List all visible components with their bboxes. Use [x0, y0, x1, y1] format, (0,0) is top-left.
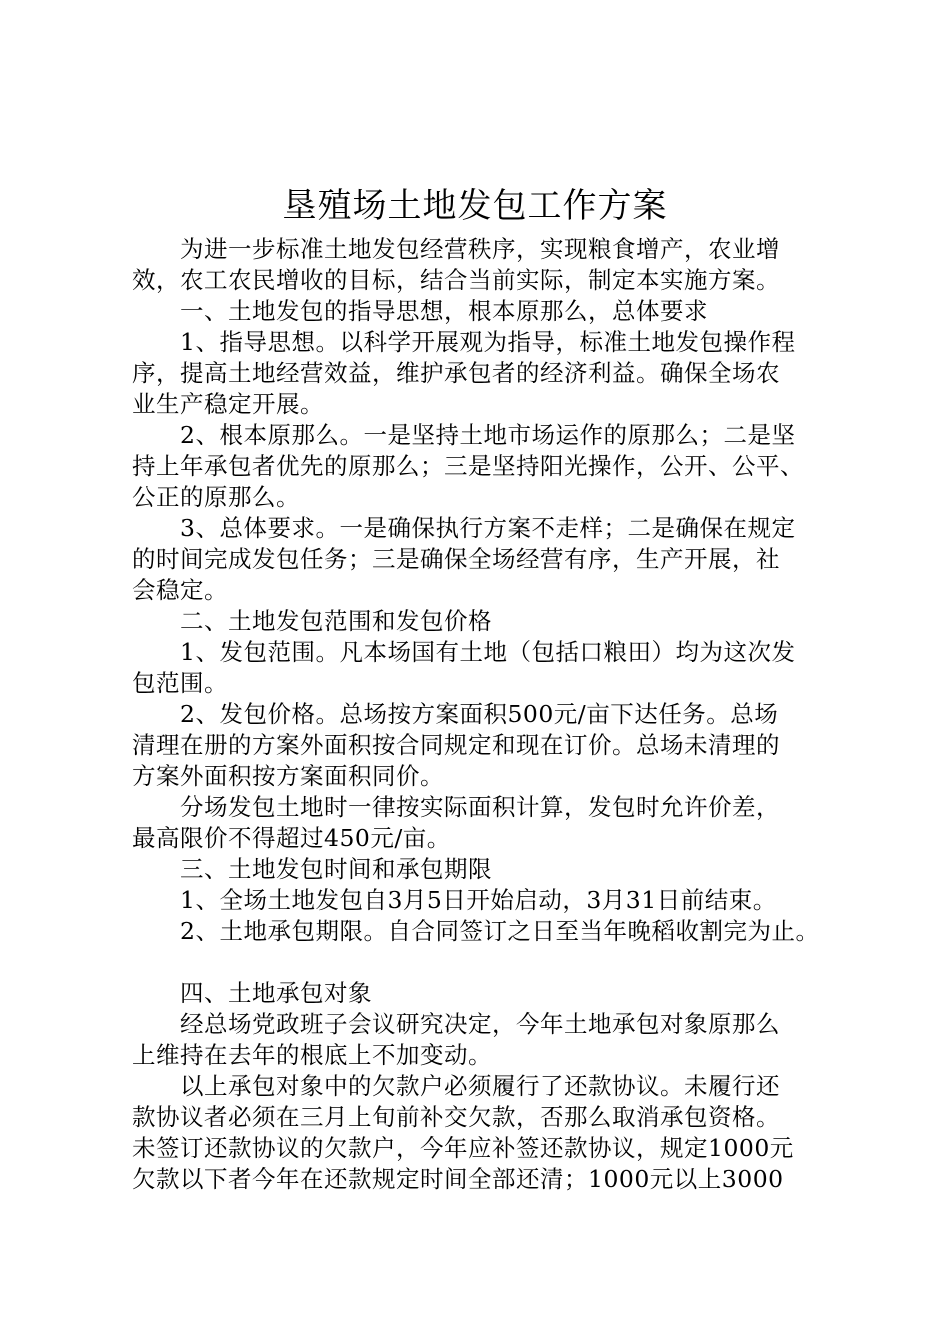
paragraph-line: 二、土地发包范围和发包价格 [180, 607, 492, 635]
paragraph-line: 1、发包范围。凡本场国有土地（包括口粮田）均为这次发 [180, 638, 796, 666]
paragraph-line: 2、根本原那么。一是坚持土地市场运作的原那么；二是坚 [180, 421, 796, 449]
paragraph-line: 为进一步标准土地发包经营秩序，实现粮食增产，农业增 [180, 235, 780, 263]
paragraph-line: 经总场党政班子会议研究决定，今年土地承包对象原那么 [180, 1010, 780, 1038]
paragraph-line: 效，农工农民增收的目标，结合当前实际，制定本实施方案。 [132, 266, 780, 294]
paragraph-line: 一、土地发包的指导思想，根本原那么，总体要求 [180, 297, 708, 325]
paragraph-line: 的时间完成发包任务；三是确保全场经营有序，生产开展，社 [132, 545, 780, 573]
paragraph-line: 款协议者必须在三月上旬前补交欠款，否那么取消承包资格。 [132, 1103, 780, 1131]
paragraph-line: 上维持在去年的根底上不加变动。 [132, 1041, 492, 1069]
paragraph-line: 业生产稳定开展。 [132, 390, 324, 418]
paragraph-line: 方案外面积按方案面积同价。 [132, 762, 444, 790]
paragraph-line: 会稳定。 [132, 576, 228, 604]
document-title: 垦殖场土地发包工作方案 [282, 186, 668, 226]
paragraph-line: 欠款以下者今年在还款规定时间全部还清；1000元以上3000 [132, 1165, 784, 1193]
paragraph-line: 四、土地承包对象 [180, 979, 372, 1007]
paragraph-line: 公正的原那么。 [132, 483, 300, 511]
paragraph-line: 2、土地承包期限。自合同签订之日至当年晚稻收割完为止。 [180, 917, 820, 945]
paragraph-line: 1、全场土地发包自3月5日开始启动，3月31日前结束。 [180, 886, 777, 914]
paragraph-line: 分场发包土地时一律按实际面积计算，发包时允许价差， [180, 793, 780, 821]
document-body [132, 234, 832, 1195]
paragraph-line: 包范围。 [132, 669, 228, 697]
paragraph-line: 2、发包价格。总场按方案面积500元/亩下达任务。总场 [180, 700, 779, 728]
paragraph-line: 3、总体要求。一是确保执行方案不走样；二是确保在规定 [180, 514, 796, 542]
paragraph-line: 持上年承包者优先的原那么；三是坚持阳光操作，公开、公平、 [132, 452, 804, 480]
paragraph-line: 1、指导思想。以科学开展观为指导，标准土地发包操作程 [180, 328, 796, 356]
paragraph-line: 三、土地发包时间和承包期限 [180, 855, 492, 883]
paragraph-line: 未签订还款协议的欠款户，今年应补签还款协议，规定1000元 [132, 1134, 794, 1162]
paragraph-line: 以上承包对象中的欠款户必须履行了还款协议。未履行还 [180, 1072, 780, 1100]
blank-line [132, 947, 832, 978]
paragraph-line: 清理在册的方案外面积按合同规定和现在订价。总场未清理的 [132, 731, 780, 759]
paragraph-line: 序，提高土地经营效益，维护承包者的经济利益。确保全场农 [132, 359, 780, 387]
paragraph-line: 最高限价不得超过450元/亩。 [132, 824, 451, 852]
